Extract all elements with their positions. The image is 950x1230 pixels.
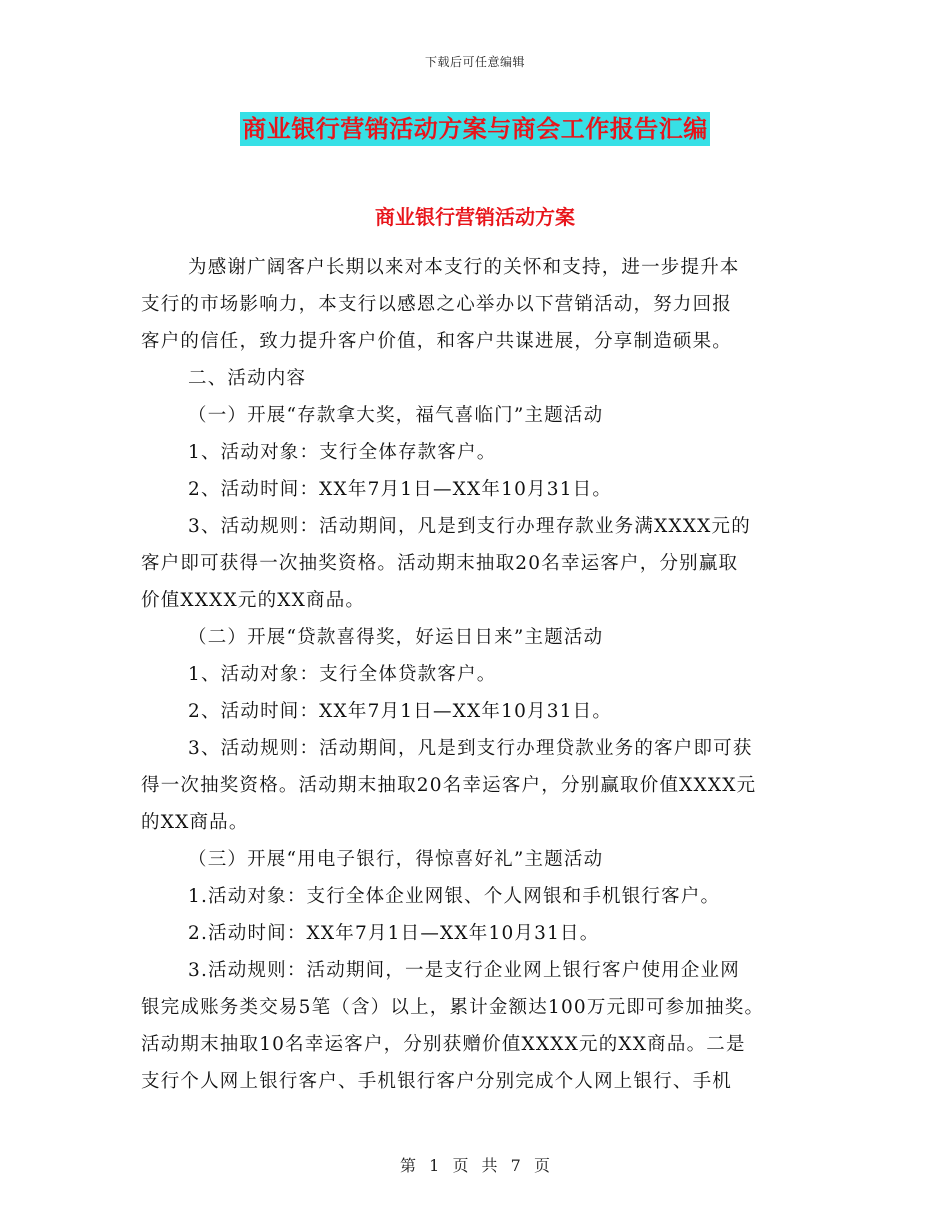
body-line: 银完成账务类交易5笔（含）以上，累计金额达100万元即可参加抽奖。 <box>141 997 765 1018</box>
footer-prefix: 第 <box>400 1156 417 1175</box>
body-line: 支行的市场影响力，本支行以感恩之心举办以下营销活动，努力回报 <box>141 294 733 315</box>
body-line: （二）开展“贷款喜得奖，好运日日来”主题活动 <box>188 627 604 648</box>
body-line: 2、活动时间：XX年7月1日—XX年10月31日。 <box>188 479 613 500</box>
body-line: 1、活动对象：支行全体贷款客户。 <box>188 664 497 685</box>
body-line: 价值XXXX元的XX商品。 <box>141 590 366 611</box>
body-line: 二、活动内容 <box>188 368 307 389</box>
header-note: 下载后可任意编辑 <box>424 55 525 69</box>
body-line: 2.活动时间：XX年7月1日—XX年10月31日。 <box>188 923 600 944</box>
document-title: 商业银行营销活动方案与商会工作报告汇编 <box>240 112 710 146</box>
main-title-container <box>0 112 950 146</box>
body-line: 活动期末抽取10名幸运客户，分别获赠价值XXXX元的XX商品。二是 <box>141 1034 746 1055</box>
body-line: 客户即可获得一次抽奖资格。活动期末抽取20名幸运客户，分别赢取 <box>141 553 739 574</box>
body-line: 客户的信任，致力提升客户价值，和客户共谋进展，分享制造硕果。 <box>141 331 733 352</box>
body-line: 3.活动规则：活动期间，一是支行企业网上银行客户使用企业网 <box>188 960 740 981</box>
body-line: 1、活动对象：支行全体存款客户。 <box>188 442 497 463</box>
body-line: 2、活动时间：XX年7月1日—XX年10月31日。 <box>188 701 613 722</box>
document-body <box>141 249 821 1100</box>
body-line: 1.活动对象：支行全体企业网银、个人网银和手机银行客户。 <box>188 886 721 907</box>
footer-total-word: 共 <box>481 1156 498 1175</box>
body-line: （三）开展“用电子银行，得惊喜好礼”主题活动 <box>188 849 604 870</box>
body-line: 为感谢广阔客户长期以来对本支行的关怀和支持，进一步提升本 <box>188 257 740 278</box>
body-line: （一）开展“存款拿大奖，福气喜临门”主题活动 <box>188 405 604 426</box>
footer-page-word: 页 <box>452 1156 469 1175</box>
page-footer <box>0 1153 950 1176</box>
footer-suffix: 页 <box>533 1156 550 1175</box>
total-pages-number: 7 <box>510 1156 521 1175</box>
body-line: 支行个人网上银行客户、手机银行客户分别完成个人网上银行、手机 <box>141 1071 733 1092</box>
body-line: 3、活动规则：活动期间，凡是到支行办理存款业务满XXXX元的 <box>188 516 751 537</box>
body-line: 的XX商品。 <box>141 812 249 833</box>
body-line: 得一次抽奖资格。活动期末抽取20名幸运客户，分别赢取价值XXXX元 <box>141 775 757 796</box>
current-page-number: 1 <box>429 1156 440 1175</box>
section-title: 商业银行营销活动方案 <box>375 205 575 229</box>
body-line: 3、活动规则：活动期间，凡是到支行办理贷款业务的客户即可获 <box>188 738 753 759</box>
